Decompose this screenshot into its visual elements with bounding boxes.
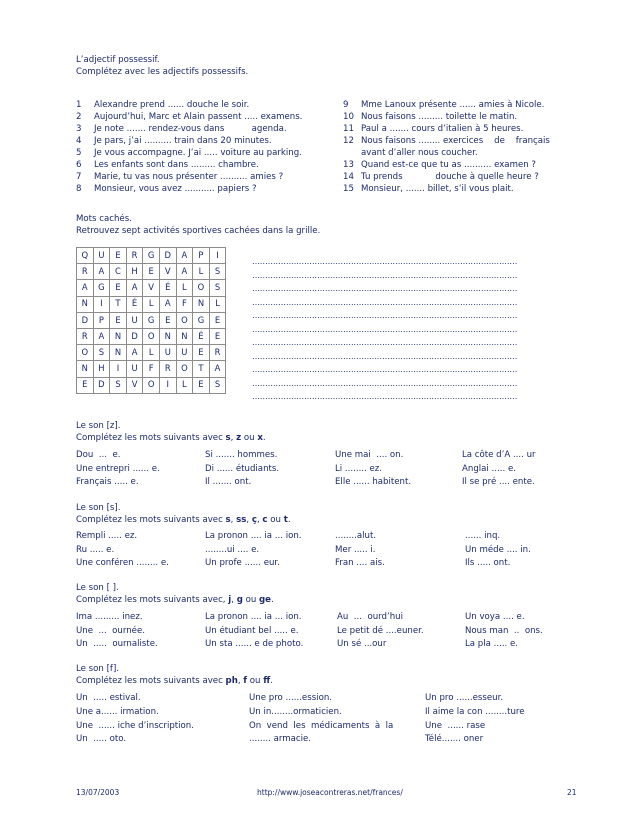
fill-in-word: Il aime la con ........ture <box>425 706 525 717</box>
grid-cell: N <box>110 328 127 344</box>
grid-cell: N <box>77 361 94 377</box>
footer-url: http://www.joseacontreras.net/frances/ <box>257 788 403 797</box>
fill-in-word: Télé....... oner <box>425 734 484 745</box>
fill-in-word: Ils ..... ont. <box>465 558 511 568</box>
grid-cell: G <box>143 312 160 328</box>
grid-cell: S <box>209 280 226 296</box>
grid-cell: E <box>193 345 210 361</box>
grid-cell: E <box>77 377 94 393</box>
fill-in-word: Li ........ ez. <box>335 463 383 474</box>
grid-cell: L <box>143 296 160 312</box>
exercise-text: Marie, tu vas nous présenter .......... amies ? <box>94 172 284 182</box>
grid-cell: A <box>77 280 94 296</box>
fill-in-word: Un sta ...... e de photo. <box>205 639 304 649</box>
grid-cell: Q <box>77 248 94 264</box>
fill-in-word: Un pro ......esseur. <box>425 693 504 703</box>
answer-line: ………………………………………………………………………………………… <box>252 257 518 266</box>
answer-line: ………………………………………………………………………………………… <box>252 365 518 374</box>
grid-cell: N <box>110 345 127 361</box>
exercise-item <box>343 172 575 184</box>
exercise-number: 11 <box>343 124 354 134</box>
grid-cell: T <box>110 296 127 312</box>
grid-row <box>77 345 226 361</box>
grid-cell: E <box>143 264 160 280</box>
target-letters: ph <box>225 676 238 686</box>
exercise-item <box>76 148 338 160</box>
fill-in-word: Une conféren ........ e. <box>76 558 169 568</box>
target-letters: f <box>243 676 248 686</box>
grid-cell: T <box>193 361 210 377</box>
grid-cell: I <box>159 377 176 393</box>
grid-cell: É <box>126 296 143 312</box>
target-letters: ge <box>259 595 272 605</box>
target-letters: j <box>228 595 232 605</box>
grid-cell: E <box>209 312 226 328</box>
footer-page-number: 21 <box>567 788 577 797</box>
grid-cell: C <box>110 264 127 280</box>
grid-cell: U <box>93 248 110 264</box>
grid-cell: E <box>193 377 210 393</box>
grid-cell: L <box>143 345 160 361</box>
exercise-number: 4 <box>76 136 82 146</box>
fill-in-word: Fran .... ais. <box>335 558 385 568</box>
exercise-number: 12 <box>343 136 354 146</box>
instruction-separator: . <box>262 433 266 443</box>
grid-row <box>77 377 226 393</box>
answer-line: ………………………………………………………………………………………… <box>252 324 518 334</box>
fill-in-word: Un ..... oto. <box>76 734 127 745</box>
grid-cell: H <box>126 264 143 280</box>
answer-line: ………………………………………………………………………………………… <box>252 311 518 320</box>
target-letters: z <box>236 433 242 443</box>
fill-in-word: Une ...... rase <box>425 720 486 731</box>
grid-cell: R <box>159 361 176 377</box>
possessifs-right-list <box>343 100 575 196</box>
instruction-separator: . <box>271 595 274 605</box>
fill-in-word: Mer ..... i. <box>335 544 376 555</box>
section-instruction <box>76 515 291 527</box>
grid-cell: R <box>77 264 94 280</box>
exercise-number <box>343 148 361 160</box>
grid-cell: S <box>209 264 226 280</box>
exercise-text: Aujourd’hui, Marc et Alain passent ..... examens. <box>94 112 303 122</box>
instruction-separator: , <box>256 515 263 525</box>
fill-in-word: Un ..... ournaliste. <box>76 639 158 649</box>
exercise-number: 15 <box>343 184 354 194</box>
grid-cell: O <box>176 361 193 377</box>
instruction-separator: . <box>270 676 273 686</box>
fill-in-word: Une ... ournée. <box>76 625 145 636</box>
fill-in-word: Un ..... estival. <box>76 693 141 703</box>
instruction-separator: . <box>287 515 291 525</box>
possessifs-left-list <box>76 100 338 196</box>
grid-cell: E <box>110 280 127 296</box>
exercise-item <box>343 184 575 196</box>
grid-cell: N <box>77 296 94 312</box>
grid-cell: A <box>209 361 226 377</box>
exercise-item <box>343 100 575 112</box>
exercise-text: Je vous accompagne. J’ai ..... voiture au parking. <box>94 148 302 158</box>
grid-cell: É <box>159 280 176 296</box>
target-letters: ff <box>263 676 271 686</box>
fill-in-word: Un méde .... in. <box>465 544 531 555</box>
target-letters: t <box>283 515 288 525</box>
section-instruction <box>76 676 273 688</box>
answer-line: ………………………………………………………………………………………… <box>252 378 518 388</box>
exercise-text: Les enfants sont dans ......... chambre. <box>94 160 259 170</box>
fill-in-word: Le petit dé ....euner. <box>337 625 424 636</box>
fill-in-word: Un profe ...... eur. <box>205 558 280 568</box>
fill-in-word: La pronon .... ia ... ion. <box>205 612 302 622</box>
grid-cell: A <box>126 345 143 361</box>
section-title: Le son [s]. <box>76 503 121 513</box>
answer-line: ………………………………………………………………………………………… <box>252 338 518 347</box>
instruction-separator: , <box>246 515 252 525</box>
exercise-item <box>76 112 338 124</box>
fill-in-word: Français ..... e. <box>76 477 139 487</box>
fill-in-word: Une a...... irmation. <box>76 706 159 717</box>
grid-cell: L <box>176 377 193 393</box>
grid-cell: V <box>143 280 160 296</box>
exercise-text: Je pars, j’ai .......... train dans 20 minutes. <box>94 136 272 146</box>
grid-cell: L <box>193 264 210 280</box>
fill-in-word: Une ...... iche d’inscription. <box>76 720 194 731</box>
exercise-number: 14 <box>343 172 354 182</box>
grid-cell: E <box>159 312 176 328</box>
answer-line: ………………………………………………………………………………………… <box>252 270 518 280</box>
answer-line: ………………………………………………………………………………………… <box>252 392 518 401</box>
fill-in-word: Une pro ......ession. <box>249 693 333 703</box>
exercise-number: 10 <box>343 112 354 122</box>
target-letters: s <box>225 515 231 525</box>
exercise-text: avant d’aller nous coucher. <box>361 148 478 158</box>
instruction-separator: ou <box>242 595 260 605</box>
target-letters: g <box>236 595 243 605</box>
fill-in-word: Si ....... hommes. <box>205 450 278 460</box>
exercise-number: 13 <box>343 160 354 170</box>
grid-cell: U <box>126 361 143 377</box>
target-letters: ç <box>251 515 257 525</box>
fill-in-word: La pronon .... ia ... ion. <box>205 531 302 541</box>
grid-row <box>77 312 226 328</box>
grid-cell: I <box>110 361 127 377</box>
grid-cell: O <box>77 345 94 361</box>
instruction-text: Complétez les mots suivants avec, <box>76 595 229 605</box>
fill-in-word: Au ... ourd’hui <box>337 612 404 622</box>
grid-cell: O <box>143 377 160 393</box>
exercise-number: 3 <box>76 124 82 134</box>
instruction-separator: ou <box>241 433 258 443</box>
fill-in-word: Une entrepri ...... e. <box>76 463 160 474</box>
fill-in-word: Di ...... étudiants. <box>205 463 280 474</box>
grid-cell: L <box>176 280 193 296</box>
page-instruction: Complétez avec les adjectifs possessifs. <box>76 67 249 77</box>
grid-cell: D <box>126 328 143 344</box>
exercise-item <box>343 160 575 172</box>
instruction-separator: ou <box>247 676 264 686</box>
exercise-number: 9 <box>343 100 349 110</box>
exercise-number: 2 <box>76 112 82 122</box>
grid-cell: L <box>209 296 226 312</box>
grid-cell: O <box>176 312 193 328</box>
fill-in-word: ........ armacie. <box>249 734 312 745</box>
exercise-number: 8 <box>76 184 82 194</box>
grid-cell: E <box>209 328 226 344</box>
grid-cell: P <box>193 248 210 264</box>
grid-cell: A <box>93 328 110 344</box>
exercise-text: Quand est-ce que tu as .......... examen ? <box>361 160 536 170</box>
fill-in-word: ........alut. <box>335 531 377 541</box>
instruction-separator: , <box>231 595 237 605</box>
fill-in-word: La pla ..... e. <box>465 639 519 649</box>
grid-cell: E <box>110 312 127 328</box>
grid-cell: A <box>159 296 176 312</box>
fill-in-word: La côte d’A .... ur <box>462 450 536 460</box>
target-letters: x <box>257 433 263 443</box>
exercise-text: Alexandre prend ...... douche le soir. <box>94 100 250 110</box>
grid-cell: D <box>159 248 176 264</box>
exercise-text: Tu prends douche à quelle heure ? <box>361 172 539 182</box>
exercise-text: Monsieur, ....... billet, s’il vous plait. <box>361 184 514 194</box>
fill-in-word: Ru ..... e. <box>76 544 115 555</box>
grid-cell: G <box>193 312 210 328</box>
grid-cell: G <box>93 280 110 296</box>
section-instruction <box>76 595 274 607</box>
fill-in-word: Anglai ..... e. <box>462 463 516 474</box>
grid-cell: H <box>93 361 110 377</box>
exercise-text: Je note ....... rendez-vous dans agenda. <box>94 124 287 134</box>
fill-in-word: ...... inq. <box>465 531 501 541</box>
fill-in-word: Une mai .... on. <box>335 450 404 460</box>
section-title: Le son [z]. <box>76 421 121 431</box>
fill-in-word: Il ....... ont. <box>205 477 252 487</box>
fill-in-word: Ima ......... inez. <box>76 612 143 622</box>
grid-cell: D <box>77 312 94 328</box>
answer-line: ………………………………………………………………………………………… <box>252 351 518 361</box>
instruction-separator: , <box>230 433 237 443</box>
page-title: L’adjectif possessif. <box>76 55 160 65</box>
section-title: Le son [ ]. <box>76 583 119 593</box>
section-instruction <box>76 433 266 445</box>
fill-in-word: Nous man .. ons. <box>465 625 543 636</box>
fill-in-word: Un voya .... e. <box>465 612 525 622</box>
exercise-text: Nous faisons ........ exercices de français <box>361 136 550 146</box>
exercise-number: 5 <box>76 148 82 158</box>
grid-cell: N <box>193 296 210 312</box>
grid-cell: N <box>159 328 176 344</box>
instruction-text: Complétez les mots suivants avec <box>76 676 226 686</box>
grid-cell: N <box>176 328 193 344</box>
exercise-number: 7 <box>76 172 82 182</box>
grid-cell: V <box>126 377 143 393</box>
grid-cell: R <box>126 248 143 264</box>
target-letters: ss <box>236 515 247 525</box>
exercise-item <box>76 184 338 196</box>
mots-caches-title: Mots cachés. <box>76 214 132 224</box>
exercise-item <box>76 124 338 136</box>
grid-cell: G <box>143 248 160 264</box>
fill-in-word: Un sé ...our <box>337 639 387 649</box>
grid-cell: A <box>93 264 110 280</box>
grid-cell: S <box>209 377 226 393</box>
exercise-item <box>76 172 338 184</box>
grid-row <box>77 328 226 344</box>
answer-line: ………………………………………………………………………………………… <box>252 297 518 307</box>
grid-cell: R <box>77 328 94 344</box>
exercise-text: Nous faisons ......... toilette le matin. <box>361 112 518 122</box>
answer-line: ………………………………………………………………………………………… <box>252 284 518 293</box>
fill-in-word: Dou ... e. <box>76 450 121 460</box>
target-letters: c <box>262 515 268 525</box>
fill-in-word: On vend les médicaments à la <box>249 720 394 731</box>
grid-cell: U <box>159 345 176 361</box>
exercise-item <box>343 136 575 148</box>
grid-cell: O <box>143 328 160 344</box>
footer-date: 13/07/2003 <box>76 788 120 797</box>
fill-in-word: Il se pré .... ente. <box>462 477 535 487</box>
exercise-item <box>343 148 575 160</box>
fill-in-word: Un étudiant bel ..... e. <box>205 625 299 636</box>
grid-row <box>77 264 226 280</box>
section-title: Le son [f]. <box>76 664 120 674</box>
grid-cell: A <box>176 248 193 264</box>
grid-cell: S <box>110 377 127 393</box>
grid-cell: U <box>126 312 143 328</box>
instruction-separator: , <box>237 676 244 686</box>
grid-cell: F <box>176 296 193 312</box>
grid-cell: E <box>110 248 127 264</box>
instruction-text: Complétez les mots suivants avec <box>76 433 226 443</box>
exercise-item <box>76 136 338 148</box>
exercise-number: 6 <box>76 160 82 170</box>
instruction-text: Complétez les mots suivants avec <box>76 515 226 525</box>
grid-row <box>77 296 226 312</box>
grid-cell: V <box>159 264 176 280</box>
instruction-separator: , <box>230 515 237 525</box>
exercise-item <box>76 100 338 112</box>
instruction-separator: ou <box>267 515 284 525</box>
grid-row <box>77 361 226 377</box>
exercise-text: Monsieur, vous avez ........... papiers ? <box>94 184 257 194</box>
exercise-item <box>343 112 575 124</box>
grid-cell: O <box>193 280 210 296</box>
grid-row <box>77 280 226 296</box>
fill-in-word: Un in........ormaticien. <box>249 706 342 717</box>
grid-cell: É <box>193 328 210 344</box>
grid-cell: F <box>143 361 160 377</box>
grid-cell: A <box>176 264 193 280</box>
grid-cell: I <box>93 296 110 312</box>
grid-row <box>77 248 226 264</box>
answer-lines <box>252 256 572 405</box>
grid-cell: P <box>93 312 110 328</box>
exercise-text: Mme Lanoux présente ...... amies à Nicole. <box>361 100 545 110</box>
exercise-item <box>343 124 575 136</box>
mots-caches-instruction: Retrouvez sept activités sportives cachées dans la grille. <box>76 226 321 236</box>
exercise-text: Paul a ....... cours d’italien à 5 heures. <box>361 124 524 134</box>
target-letters: s <box>225 433 231 443</box>
grid-cell: D <box>93 377 110 393</box>
fill-in-word: ........ui .... e. <box>205 544 260 555</box>
fill-in-word: Elle ...... habitent. <box>335 477 412 487</box>
exercise-number: 1 <box>76 100 82 110</box>
exercise-item <box>76 160 338 172</box>
word-search-grid <box>76 247 226 394</box>
grid-cell: R <box>209 345 226 361</box>
fill-in-word: Rempli ..... ez. <box>76 531 138 541</box>
grid-cell: A <box>126 280 143 296</box>
grid-cell: S <box>93 345 110 361</box>
grid-cell: I <box>209 248 226 264</box>
grid-cell: U <box>176 345 193 361</box>
